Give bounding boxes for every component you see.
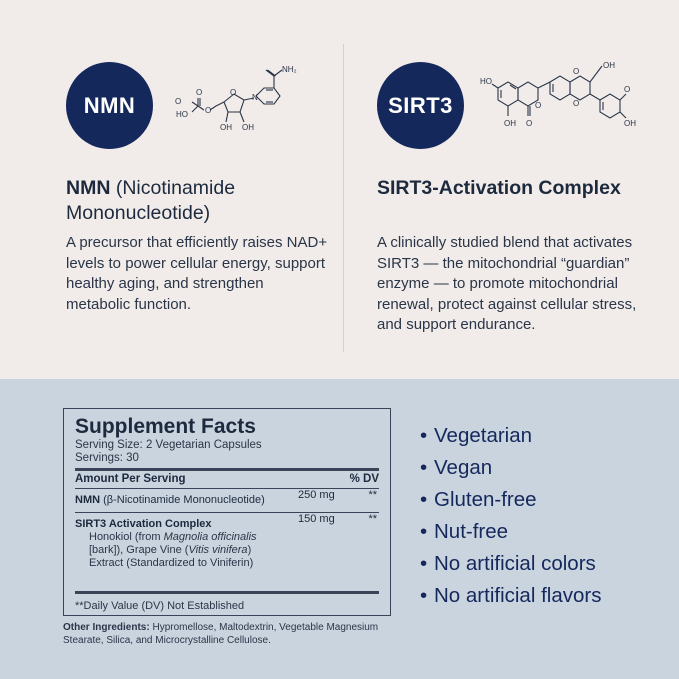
facts-row-amount: 150 mg [298, 513, 335, 525]
sirt3-badge [377, 62, 464, 149]
facts-row-name-rest: (β-Nicotinamide Mononucleotide) [100, 494, 265, 506]
attribute-item [420, 548, 601, 580]
facts-row-amount: 250 mg [298, 489, 335, 501]
facts-row-name-bold: SIRT3 Activation Complex [75, 518, 212, 530]
sub-ingredient-latin: Vitis vinifera [188, 544, 248, 556]
nmn-title-rest: (Nicotinamide Mononucleotide) [66, 177, 236, 224]
facts-row-sirt3 [75, 513, 379, 591]
bullet-icon: • [420, 456, 428, 479]
nmn-atom-label: OH [220, 123, 232, 132]
attribute-label: No artificial flavors [434, 584, 602, 607]
sirt3-molecule-icon [478, 60, 648, 140]
nmn-molecule-icon [170, 60, 320, 140]
attribute-item [420, 580, 601, 612]
attribute-item [420, 420, 601, 452]
sirt3-atom-label: O [535, 101, 542, 110]
attribute-label: Vegetarian [434, 424, 533, 447]
sub-ingredient-latin: Magnolia officinalis [163, 531, 257, 543]
supplement-facts-title: Supplement Facts [75, 415, 256, 438]
nmn-description: A precursor that efficiently raises NAD+ levels to power cellular energy, support healthy aging, and strengthen metabolic function. [66, 234, 328, 313]
bullet-icon: • [420, 424, 428, 447]
attribute-label: Nut-free [434, 520, 509, 543]
sirt3-atom-label: O [526, 119, 533, 128]
amount-per-serving-header: Amount Per Serving [75, 473, 186, 485]
bullet-icon: • [420, 584, 428, 607]
bullet-icon: • [420, 520, 428, 543]
facts-row-dv: ** [368, 489, 377, 501]
nmn-atom-label: N [252, 93, 258, 102]
sirt3-sub-ingredients [75, 531, 275, 570]
sirt3-atom-label: O [624, 85, 631, 94]
bullet-icon: • [420, 488, 428, 511]
attribute-label: No artificial colors [434, 552, 596, 575]
sub-ingredient-text: [bark]), Grape Vine ( [89, 544, 189, 556]
attribute-label: Vegan [434, 456, 493, 479]
sub-ingredient-text: Honokiol (from [89, 531, 164, 543]
sirt3-badge-label: SIRT3 [388, 92, 453, 118]
sirt3-atom-label: O [573, 99, 580, 108]
supplement-facts-box [63, 408, 391, 616]
other-ingredients-label: Other Ingredients: [63, 622, 150, 633]
facts-row-dv: ** [368, 513, 377, 525]
sirt3-atom-label: OH [624, 119, 636, 128]
nmn-atom-label: O [175, 97, 182, 106]
bullet-icon: • [420, 552, 428, 575]
nmn-atom-label: O [205, 106, 212, 115]
column-divider [343, 44, 344, 352]
servings-count: Servings: 30 [75, 452, 139, 464]
nmn-title [66, 176, 328, 226]
sub-ingredient-text: ) Extract (Standardized to Viniferin) [89, 544, 254, 569]
nmn-atom-label: OH [242, 123, 254, 132]
sirt3-title: SIRT3-Activation Complex [377, 177, 621, 199]
attribute-label: Gluten-free [434, 488, 537, 511]
sirt3-description: A clinically studied blend that activates SIRT3 — the mitochondrial “guardian” enzyme — to promote mitochondrial renewal, protect against cellular stress, and support endurance. [377, 234, 637, 333]
nmn-atom-label: O [196, 88, 203, 97]
nmn-atom-label: O [230, 88, 237, 97]
sirt3-atom-label: OH [603, 61, 615, 70]
facts-row-name-bold: NMN [75, 494, 101, 506]
attribute-item [420, 516, 601, 548]
facts-header-row [75, 471, 379, 488]
sirt3-atom-label: OH [504, 119, 516, 128]
dv-header: % DV [349, 473, 379, 485]
nmn-badge-label: NMN [83, 92, 136, 118]
product-attributes-list [420, 420, 601, 612]
attribute-item [420, 452, 601, 484]
nmn-atom-label: HO [176, 110, 188, 119]
attribute-item [420, 484, 601, 516]
nmn-atom-label: NH₂ [282, 65, 297, 74]
serving-size: Serving Size: 2 Vegetarian Capsules [75, 439, 262, 451]
sirt3-atom-label: HO [480, 77, 492, 86]
nmn-badge [66, 62, 153, 149]
other-ingredients [63, 622, 393, 647]
dv-footnote: **Daily Value (DV) Not Established [75, 600, 245, 612]
sirt3-atom-label: O [573, 67, 580, 76]
facts-row-nmn [75, 489, 379, 512]
other-ingredients-text: Hypromellose, Maltodextrin, Vegetable Magnesium Stearate, Silica, and Microcrystalline Cellulose. [63, 622, 379, 646]
nmn-title-bold: NMN [66, 177, 111, 199]
